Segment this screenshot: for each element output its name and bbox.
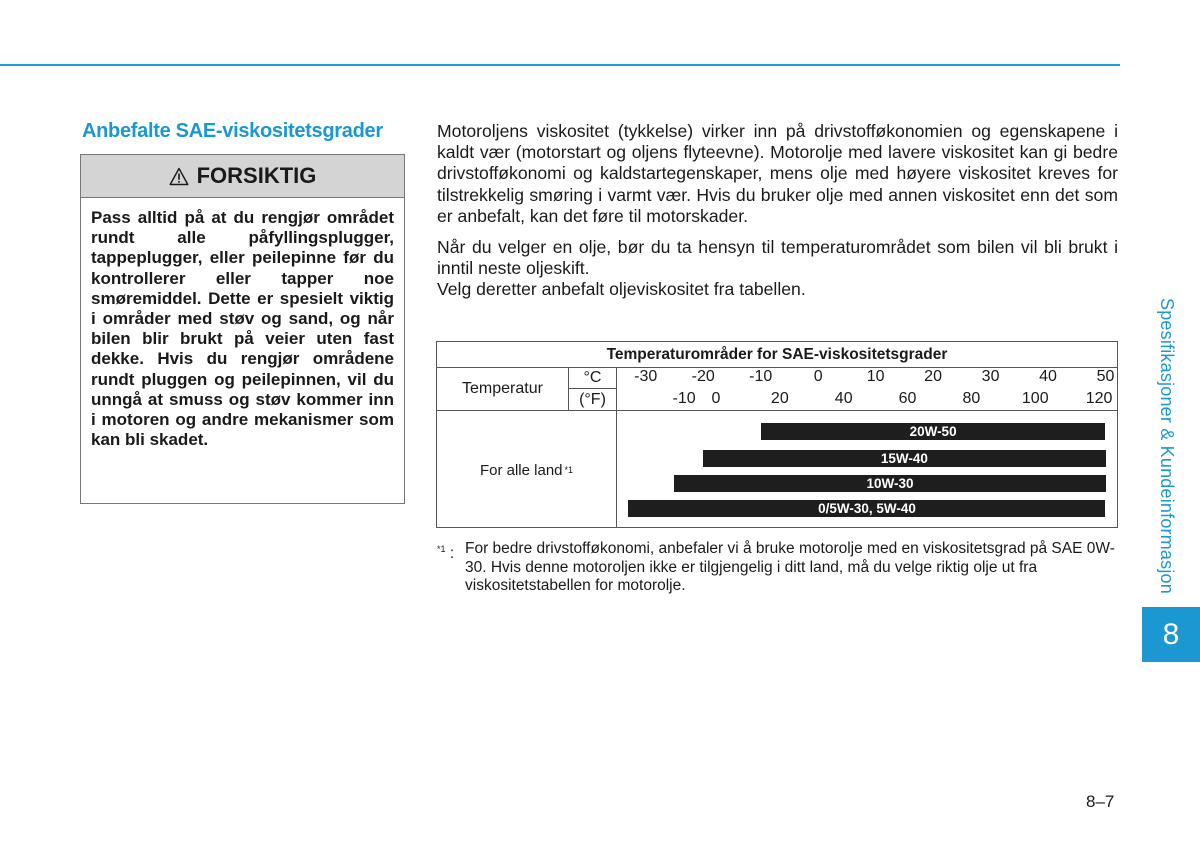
celsius-tick: 0 <box>813 368 823 385</box>
row-label <box>437 412 616 528</box>
celsius-tick: -30 <box>634 368 658 385</box>
celsius-tick: 30 <box>981 368 1000 385</box>
fahrenheit-tick: 120 <box>1085 390 1113 407</box>
caution-text: Pass alltid på at du rengjør området rundt alle påfyllingsplugger, tappeplugger, eller peilepinne før du kontrollerer eller tapper noe smøremiddel. Dette er spesielt viktig i områder med støv og sand, og når bilen blir brukt på veier uten fast dekke. Hvis du rengjør områdene rundt pluggen og peilepinnen, vil du unngå at smuss og støv kommer inn i motoren og andre mekanismer som kan bli skadet. <box>91 208 394 450</box>
footnote-separator: : <box>449 545 455 563</box>
page-number: 8–7 <box>1086 792 1115 811</box>
celsius-tick: 10 <box>866 368 885 385</box>
viscosity-table <box>436 341 1118 528</box>
intro-paragraph-2: Når du velger en olje, bør du ta hensyn til temperaturområdet som bilen vil bli brukt i inntil neste oljeskift. <box>437 237 1118 279</box>
viscosity-bar: 10W-30 <box>674 475 1105 492</box>
fahrenheit-unit: (°F) <box>579 390 606 408</box>
row-label-text: For alle land <box>479 461 563 479</box>
fahrenheit-tick: -10 <box>672 390 696 407</box>
viscosity-bar: 15W-40 <box>703 450 1105 467</box>
celsius-tick: 20 <box>924 368 942 385</box>
footnote-mark-text: *1 <box>437 544 446 554</box>
fahrenheit-tick: 0 <box>711 390 721 407</box>
intro-text <box>437 121 1118 301</box>
celsius-tick: -20 <box>691 368 715 385</box>
chapter-side-title: Spesifikasjoner & Kundeinformasjon <box>1157 298 1177 594</box>
viscosity-bar: 20W-50 <box>761 423 1106 440</box>
caution-box <box>80 154 405 504</box>
caution-title: FORSIKTIG <box>196 163 317 188</box>
table-divider <box>437 410 1117 411</box>
celsius-unit: °C <box>583 368 602 386</box>
celsius-tick: 40 <box>1039 368 1057 385</box>
fahrenheit-tick: 60 <box>898 390 917 407</box>
warning-triangle-icon <box>169 167 189 186</box>
viscosity-bar: 0/5W-30, 5W-40 <box>628 500 1105 517</box>
celsius-tick: -10 <box>749 368 773 385</box>
celsius-tick: 50 <box>1096 368 1115 385</box>
intro-paragraph-3: Velg deretter anbefalt oljeviskositet fra tabellen. <box>437 279 806 300</box>
footnote-mark <box>437 540 454 564</box>
fahrenheit-tick: 100 <box>1021 390 1049 407</box>
chapter-tab: 8 <box>1142 607 1200 662</box>
footnote-text: For bedre drivstofføkonomi, anbefaler vi å bruke motorolje med en viskositetsgrad på SAE 0W-30. Hvis denne motoroljen ikke er tilgjengelig i ditt land, må du velge riktig olje ut fra viskositetstabellen for motorolje. <box>465 540 1115 595</box>
section-title: Anbefalte SAE-viskositetsgrader <box>82 120 383 142</box>
temperature-label: Temperatur <box>462 379 543 397</box>
fahrenheit-tick: 80 <box>962 390 981 407</box>
table-title: Temperaturområder for SAE-viskositetsgrader <box>606 345 948 363</box>
row-label-mark: *1 <box>564 465 574 475</box>
caution-header <box>81 155 404 198</box>
footnote <box>437 540 1122 596</box>
intro-paragraph-1: Motoroljens viskositet (tykkelse) virker inn på drivstofføkonomien og egenskapene i kaldt vær (motorstart og oljens flyteevne). Motorolje med lavere viskositet kan gi bedre drivstofføkonomi og kaldstartegenskaper, mens olje med høyere viskositet kreves for tilstrekkelig smøring i varmt vær. Hvis du bruker olje med annen viskositet enn det som er anbefalt, kan det føre til motorskader. <box>437 121 1118 226</box>
top-rule <box>0 64 1120 66</box>
fahrenheit-tick: 20 <box>770 390 789 407</box>
fahrenheit-tick: 40 <box>834 390 853 407</box>
